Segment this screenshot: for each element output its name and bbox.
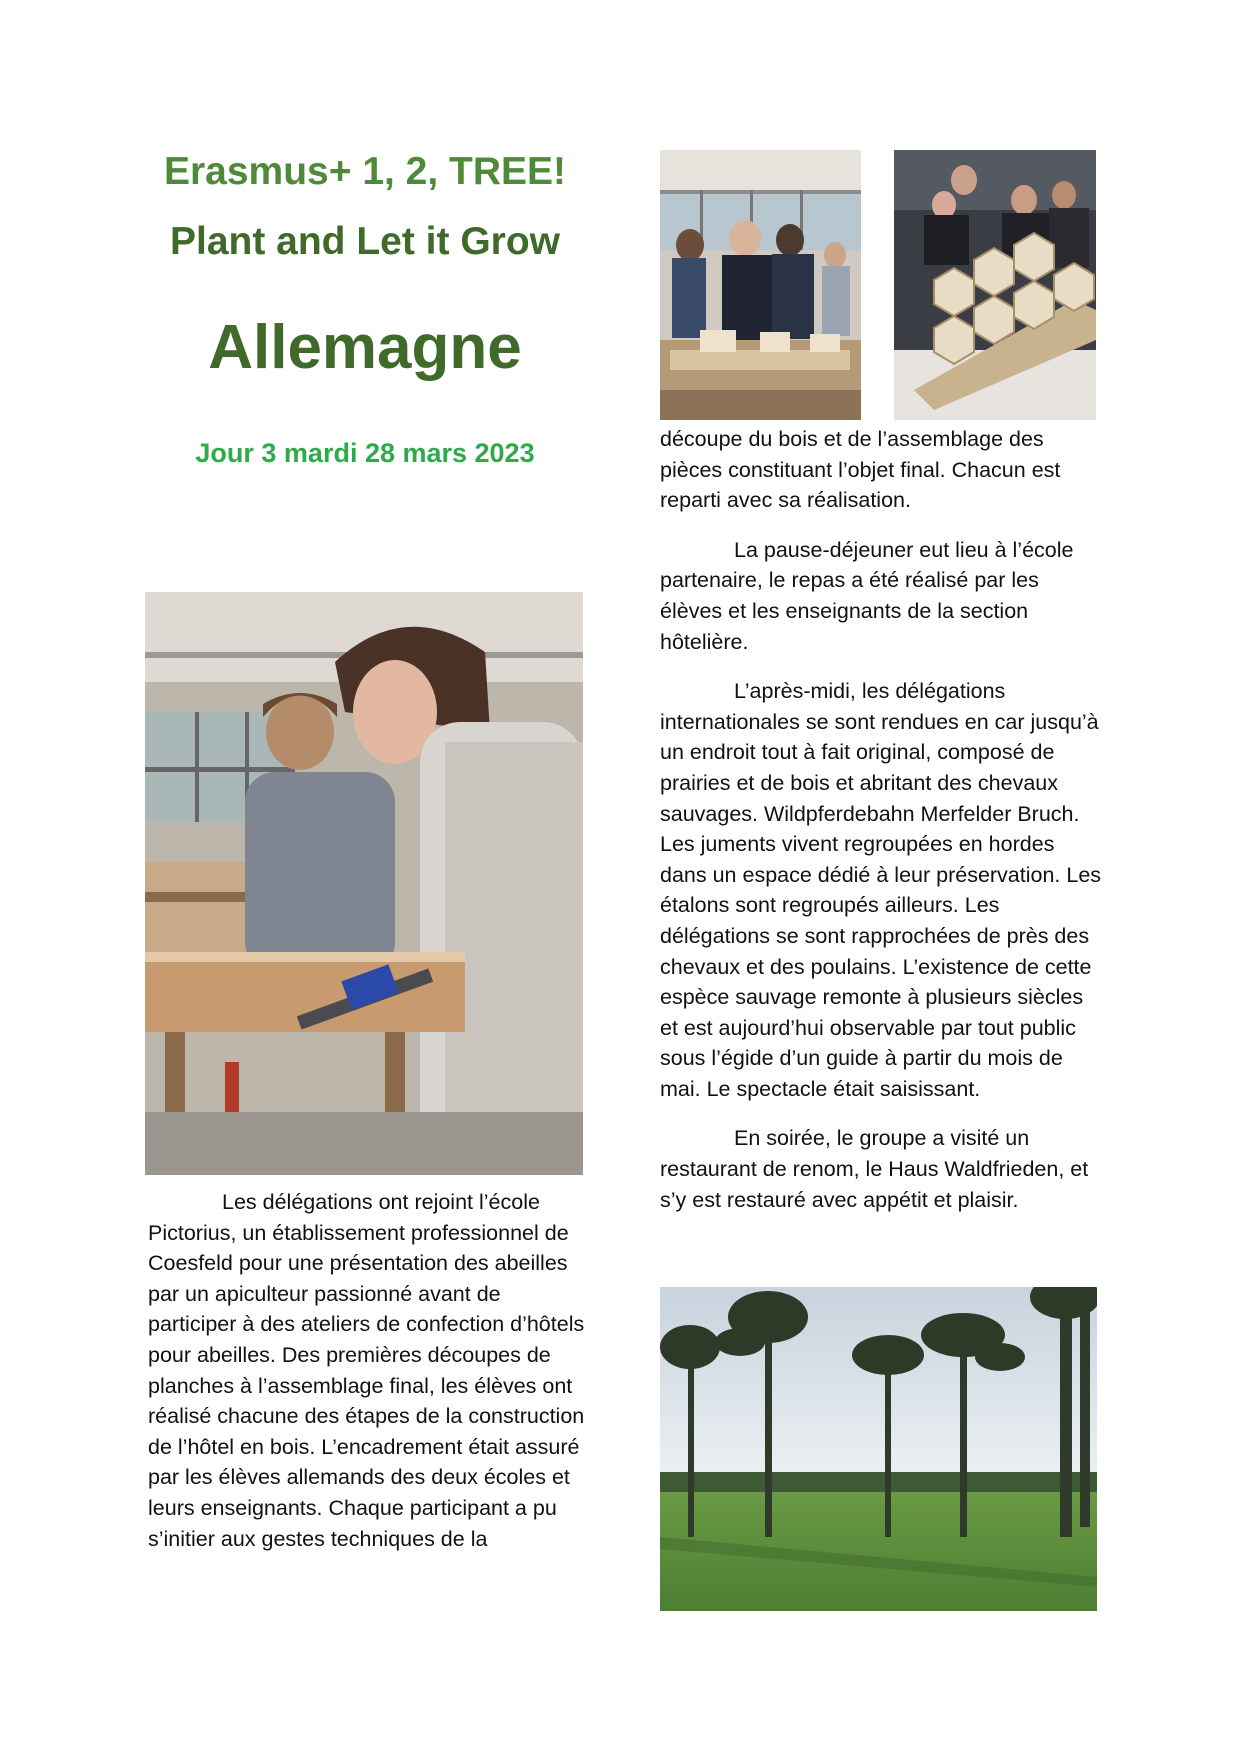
paragraph-continuation: découpe du bois et de l’assemblage des pièces constituant l’objet final. Chacun est reparti avec sa réalisation. — [660, 427, 1061, 513]
paragraph-evening: En soirée, le groupe a visité un restaurant de renom, le Haus Waldfrieden, et s’y est restauré avec appétit et plaisir. — [660, 1126, 1089, 1212]
title-line-2: Plant and Let it Grow — [169, 220, 561, 263]
paragraph-lunch: La pause-déjeuner eut lieu à l’école partenaire, le repas a été réalisé par les élèves et les enseignants de la section hôtelière. — [660, 537, 1074, 654]
right-column-text — [660, 424, 1105, 1234]
workshop-group-photo — [660, 150, 861, 420]
left-column-text — [148, 1187, 593, 1573]
date-subtitle: Jour 3 mardi 28 mars 2023 — [195, 438, 535, 468]
pine-trees-landscape-photo — [660, 1287, 1097, 1611]
sawing-workshop-photo — [145, 592, 583, 1175]
paragraph-wild-horses: L’après-midi, les délégations internationales se sont rendues en car jusqu’à un endroit tout à fait original, composé de prairies et de bois et abritant des chevaux sauvages. Wildpferdebahn Merfelder Bruch. Les juments vivent regroupées en hordes dans un espace dédié à leur préservation. Les étalons sont regroupés ailleurs. Les délégations se sont rapprochées de près des chevaux et des poulains. L’existence de cette espèce sauvage remonte à plusieurs siècles et est aujourd’hui observable par tout public sous l’égide d’un guide à partir du mois de mai. Le spectacle était saisissant. — [660, 679, 1102, 1101]
paragraph-pictorius-visit: Les délégations ont rejoint l’école Pictorius, un établissement professionnel de Coesfeld pour une présentation des abeilles par un apiculteur passionné avant de participer à des ateliers de confection d’hôtels pour abeilles. Des premières découpes de planches à l’assemblage final, les élèves ont réalisé chacune des étapes de la construction de l’hôtel en bois. L’encadrement était assuré par les élèves allemands des deux écoles et leurs enseignants. Chaque participant a pu s’initier aux gestes techniques de la — [148, 1190, 585, 1551]
title-line-1: Erasmus+ 1, 2, TREE! — [163, 150, 567, 193]
page-title: Allemagne — [208, 313, 522, 382]
bee-hotel-photo — [894, 150, 1096, 420]
